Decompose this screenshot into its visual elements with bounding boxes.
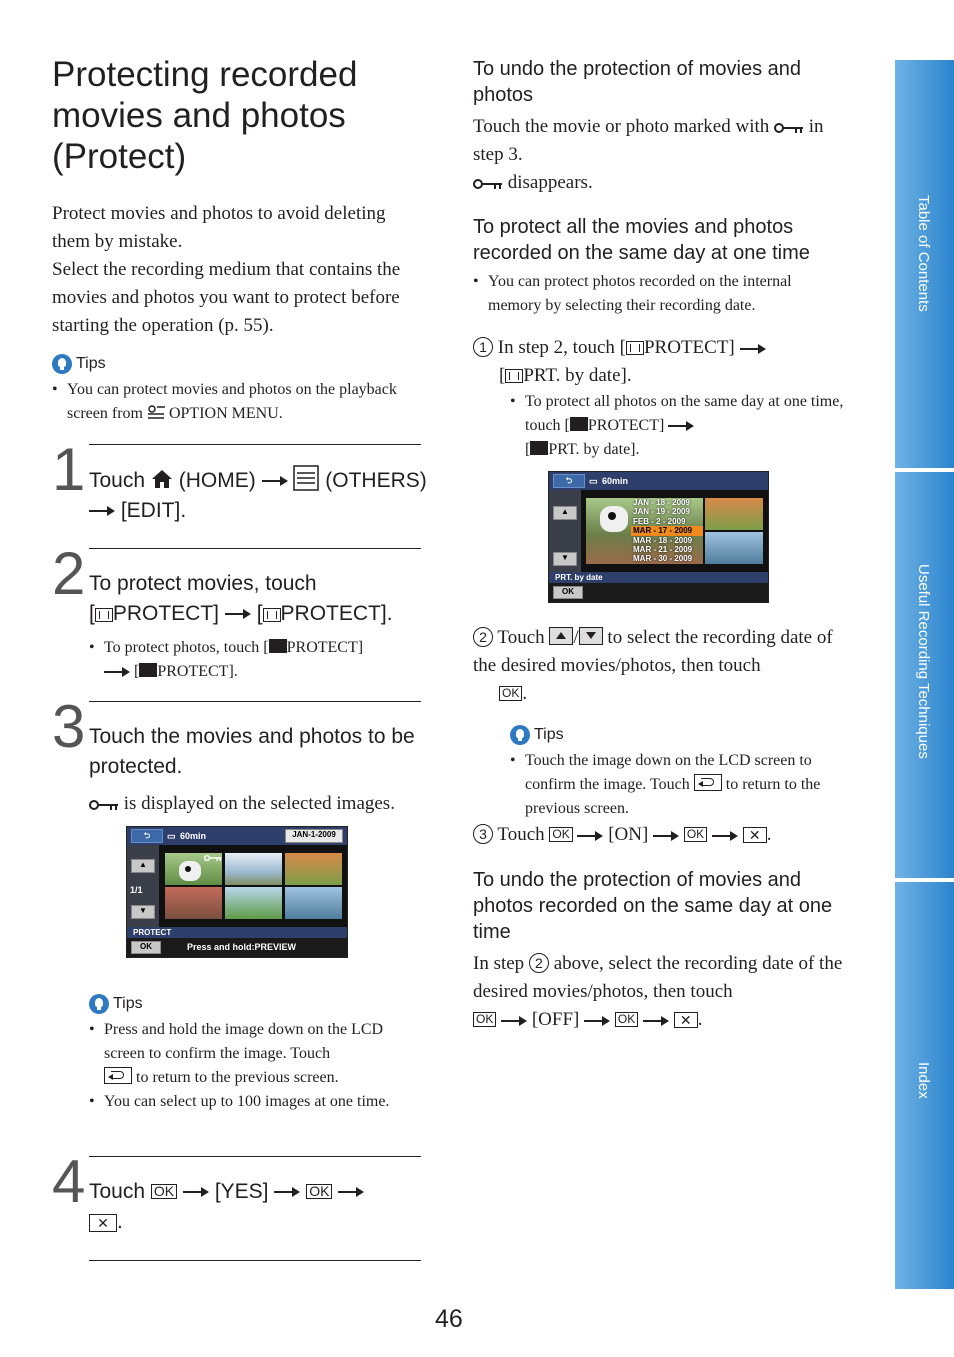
photo-icon bbox=[139, 663, 157, 677]
movie-icon bbox=[95, 608, 113, 622]
down-arrow-icon bbox=[579, 627, 603, 645]
arrow-icon bbox=[668, 421, 694, 431]
tips-item: • Press and hold the image down on the LCD screen to confirm the image. Touch to return to the previous screen. bbox=[89, 1018, 424, 1090]
arrow-icon bbox=[183, 1187, 209, 1197]
photo-icon bbox=[530, 441, 548, 455]
movie-icon bbox=[263, 608, 281, 622]
return-icon bbox=[104, 1067, 132, 1084]
thumbnail-golf[interactable] bbox=[225, 887, 282, 919]
circled-number: 1 bbox=[473, 337, 493, 357]
circled-number: 2 bbox=[529, 953, 549, 973]
tips-item: • You can select up to 100 images at one time. bbox=[89, 1090, 424, 1114]
return-icon bbox=[694, 774, 722, 791]
step-number-3: 3 bbox=[52, 693, 86, 760]
divider bbox=[89, 701, 421, 702]
step-number-2: 2 bbox=[52, 540, 86, 607]
date-list-item[interactable]: MAR - 30 - 2009 bbox=[633, 554, 693, 564]
substep-3: 3 Touch OK [ON] OK ✕ . bbox=[473, 821, 853, 849]
tips-icon bbox=[52, 354, 72, 374]
scroll-up-button[interactable]: ▲ bbox=[553, 506, 577, 520]
others-icon bbox=[293, 465, 319, 491]
movie-icon bbox=[626, 341, 644, 355]
divider bbox=[89, 1156, 421, 1157]
arrow-icon bbox=[338, 1187, 364, 1197]
substep-1-bullet: • To protect all photos on the same day at one time, touch [ PROTECT] [ PRT. by date]. bbox=[510, 390, 845, 462]
undo-same-day-text: In step 2 above, select the recording date of the desired movies/photos, then touch OK [OFF] OK ✕ . bbox=[473, 953, 843, 1030]
substep-1: 1 In step 2, touch [ PROTECT] [ PRT. by date]. bbox=[473, 334, 853, 390]
nav-column bbox=[127, 845, 159, 933]
ok-button[interactable]: OK bbox=[131, 941, 161, 954]
circled-number: 2 bbox=[473, 627, 493, 647]
ok-icon: OK bbox=[499, 686, 522, 701]
arrow-icon bbox=[577, 831, 603, 841]
page-number: 46 bbox=[435, 1305, 463, 1333]
arrow-icon bbox=[274, 1187, 300, 1197]
step-4-text: Touch OK [YES] OK ✕ . bbox=[89, 1177, 429, 1237]
divider bbox=[89, 1260, 421, 1261]
scroll-down-button[interactable]: ▼ bbox=[131, 905, 155, 919]
protect-all-bullet: • You can protect photos recorded on the internal memory by selecting their recording date. bbox=[473, 270, 848, 318]
scroll-up-button[interactable]: ▲ bbox=[131, 859, 155, 873]
tips-label: Tips bbox=[76, 355, 106, 372]
step-2-bullet: • To protect photos, touch [ PROTECT] [ PROTECT]. bbox=[89, 636, 419, 684]
arrow-icon bbox=[89, 506, 115, 516]
tips-label: Tips bbox=[534, 726, 564, 743]
arrow-icon bbox=[104, 667, 130, 677]
battery-icon: ▭ bbox=[589, 476, 598, 486]
thumbnail-garden bbox=[705, 498, 763, 530]
battery-icon: ▭ bbox=[167, 831, 176, 841]
key-icon bbox=[204, 854, 222, 862]
arrow-icon bbox=[653, 831, 679, 841]
capacity: 60min bbox=[602, 476, 629, 486]
tips-item: • Touch the image down on the LCD screen to confirm the image. Touch to return to the previous screen. bbox=[510, 749, 845, 821]
intro-paragraph-2: Select the recording medium that contains the movies and photos you want to protect before starting the operation (p. 55). bbox=[52, 259, 401, 336]
tips-block-2 bbox=[89, 994, 424, 1114]
date-list-item[interactable]: JAN - 19 - 2009 bbox=[633, 507, 690, 517]
tips-icon bbox=[89, 994, 109, 1014]
mode-label: PROTECT bbox=[133, 928, 172, 937]
ok-icon: OK bbox=[151, 1184, 177, 1199]
undo-text: Touch the movie or photo marked with in step 3. disappears. bbox=[473, 116, 824, 193]
tips-item: • You can protect movies and photos on the playback screen from OPTION MENU. bbox=[52, 378, 427, 426]
tips-icon bbox=[510, 725, 530, 745]
arrow-icon bbox=[225, 609, 251, 619]
tab-index[interactable]: Index bbox=[895, 882, 954, 1289]
arrow-icon bbox=[584, 1016, 610, 1026]
substep-2: 2 Touch / to select the recording date of the desired movies/photos, then touch OK . bbox=[473, 627, 833, 704]
intro bbox=[52, 200, 427, 340]
thumbnail-garden[interactable] bbox=[285, 853, 342, 885]
return-button[interactable]: ⮌ bbox=[131, 829, 163, 843]
photo-icon bbox=[269, 639, 287, 653]
page-title: Protecting recorded movies and photos (Protect) bbox=[52, 55, 358, 176]
ok-icon: OK bbox=[549, 827, 572, 842]
tab-useful-recording-techniques[interactable]: Useful Recording Techniques bbox=[895, 472, 954, 878]
date-list-item[interactable]: FEB - 2 - 2009 bbox=[633, 516, 686, 526]
nav-column bbox=[549, 490, 581, 582]
date-list-item[interactable]: JAN - 18 - 2009 bbox=[633, 498, 690, 507]
home-icon bbox=[151, 468, 173, 488]
undo-heading: To undo the protection of movies and photos bbox=[473, 58, 801, 106]
capacity: 60min bbox=[180, 831, 207, 841]
step-2-bullets bbox=[89, 636, 419, 684]
ok-icon: OK bbox=[473, 1012, 496, 1027]
hint-text: Press and hold:PREVIEW bbox=[187, 942, 297, 952]
thumbnail-landscape[interactable] bbox=[225, 853, 282, 885]
date-list-item[interactable]: MAR - 18 - 2009 bbox=[633, 535, 693, 545]
mode-label: PRT. by date bbox=[555, 573, 603, 582]
ok-icon: OK bbox=[306, 1184, 332, 1199]
arrow-icon bbox=[740, 344, 766, 354]
thumbnail-group[interactable] bbox=[165, 887, 222, 919]
ok-button[interactable]: OK bbox=[553, 586, 583, 599]
option-icon bbox=[147, 403, 165, 417]
movie-icon bbox=[505, 369, 523, 383]
arrow-icon bbox=[501, 1016, 527, 1026]
up-arrow-icon bbox=[549, 627, 573, 645]
close-icon: ✕ bbox=[674, 1012, 698, 1028]
arrow-icon bbox=[643, 1016, 669, 1026]
close-icon: ✕ bbox=[89, 1214, 117, 1232]
key-icon bbox=[774, 122, 804, 134]
tips-label: Tips bbox=[113, 995, 143, 1012]
ok-icon: OK bbox=[615, 1012, 638, 1027]
tips-block-3 bbox=[510, 725, 845, 821]
lcd-screen-prt-by-date bbox=[548, 471, 769, 603]
intro-paragraph-1: Protect movies and photos to avoid deleting them by mistake. bbox=[52, 203, 386, 252]
thumbnail-girl[interactable] bbox=[285, 887, 342, 919]
thumbnail-girl bbox=[705, 532, 763, 564]
circled-number: 3 bbox=[473, 824, 493, 844]
tips-block-1 bbox=[52, 354, 427, 426]
tab-table-of-contents[interactable]: Table of Contents bbox=[895, 60, 954, 468]
key-icon bbox=[473, 178, 503, 190]
step-1-text: Touch (HOME) (OTHERS) [EDIT]. bbox=[89, 465, 429, 526]
date-list bbox=[631, 498, 703, 564]
step-2-text: To protect movies, touch [ PROTECT] [ PROTECT]. bbox=[89, 572, 393, 625]
protect-all-heading: To protect all the movies and photos recorded on the same day at one time bbox=[473, 216, 810, 264]
scroll-down-button[interactable]: ▼ bbox=[553, 552, 577, 566]
photo-icon bbox=[570, 417, 588, 431]
divider bbox=[89, 548, 421, 549]
divider bbox=[89, 444, 421, 445]
lcd-screen-protect bbox=[126, 826, 348, 958]
ok-icon: OK bbox=[684, 827, 707, 842]
undo-same-day-heading: To undo the protection of movies and photos recorded on the same day at one time bbox=[473, 869, 833, 943]
key-icon bbox=[89, 799, 119, 811]
arrow-icon bbox=[712, 831, 738, 841]
date-list-item[interactable]: MAR - 21 - 2009 bbox=[633, 545, 693, 555]
step-number-4: 4 bbox=[52, 1148, 86, 1215]
return-button[interactable]: ⮌ bbox=[553, 474, 585, 488]
date-label: JAN-1-2009 bbox=[285, 829, 343, 843]
step-3-note: is displayed on the selected images. bbox=[89, 790, 429, 818]
step-number-1: 1 bbox=[52, 436, 86, 503]
close-icon: ✕ bbox=[743, 827, 767, 843]
arrow-icon bbox=[262, 476, 288, 486]
step-3-text: Touch the movies and photos to be protected. bbox=[89, 725, 415, 778]
date-list-item[interactable]: MAR - 17 - 2009 bbox=[631, 526, 703, 535]
page-indicator: 1/1 bbox=[130, 885, 143, 895]
